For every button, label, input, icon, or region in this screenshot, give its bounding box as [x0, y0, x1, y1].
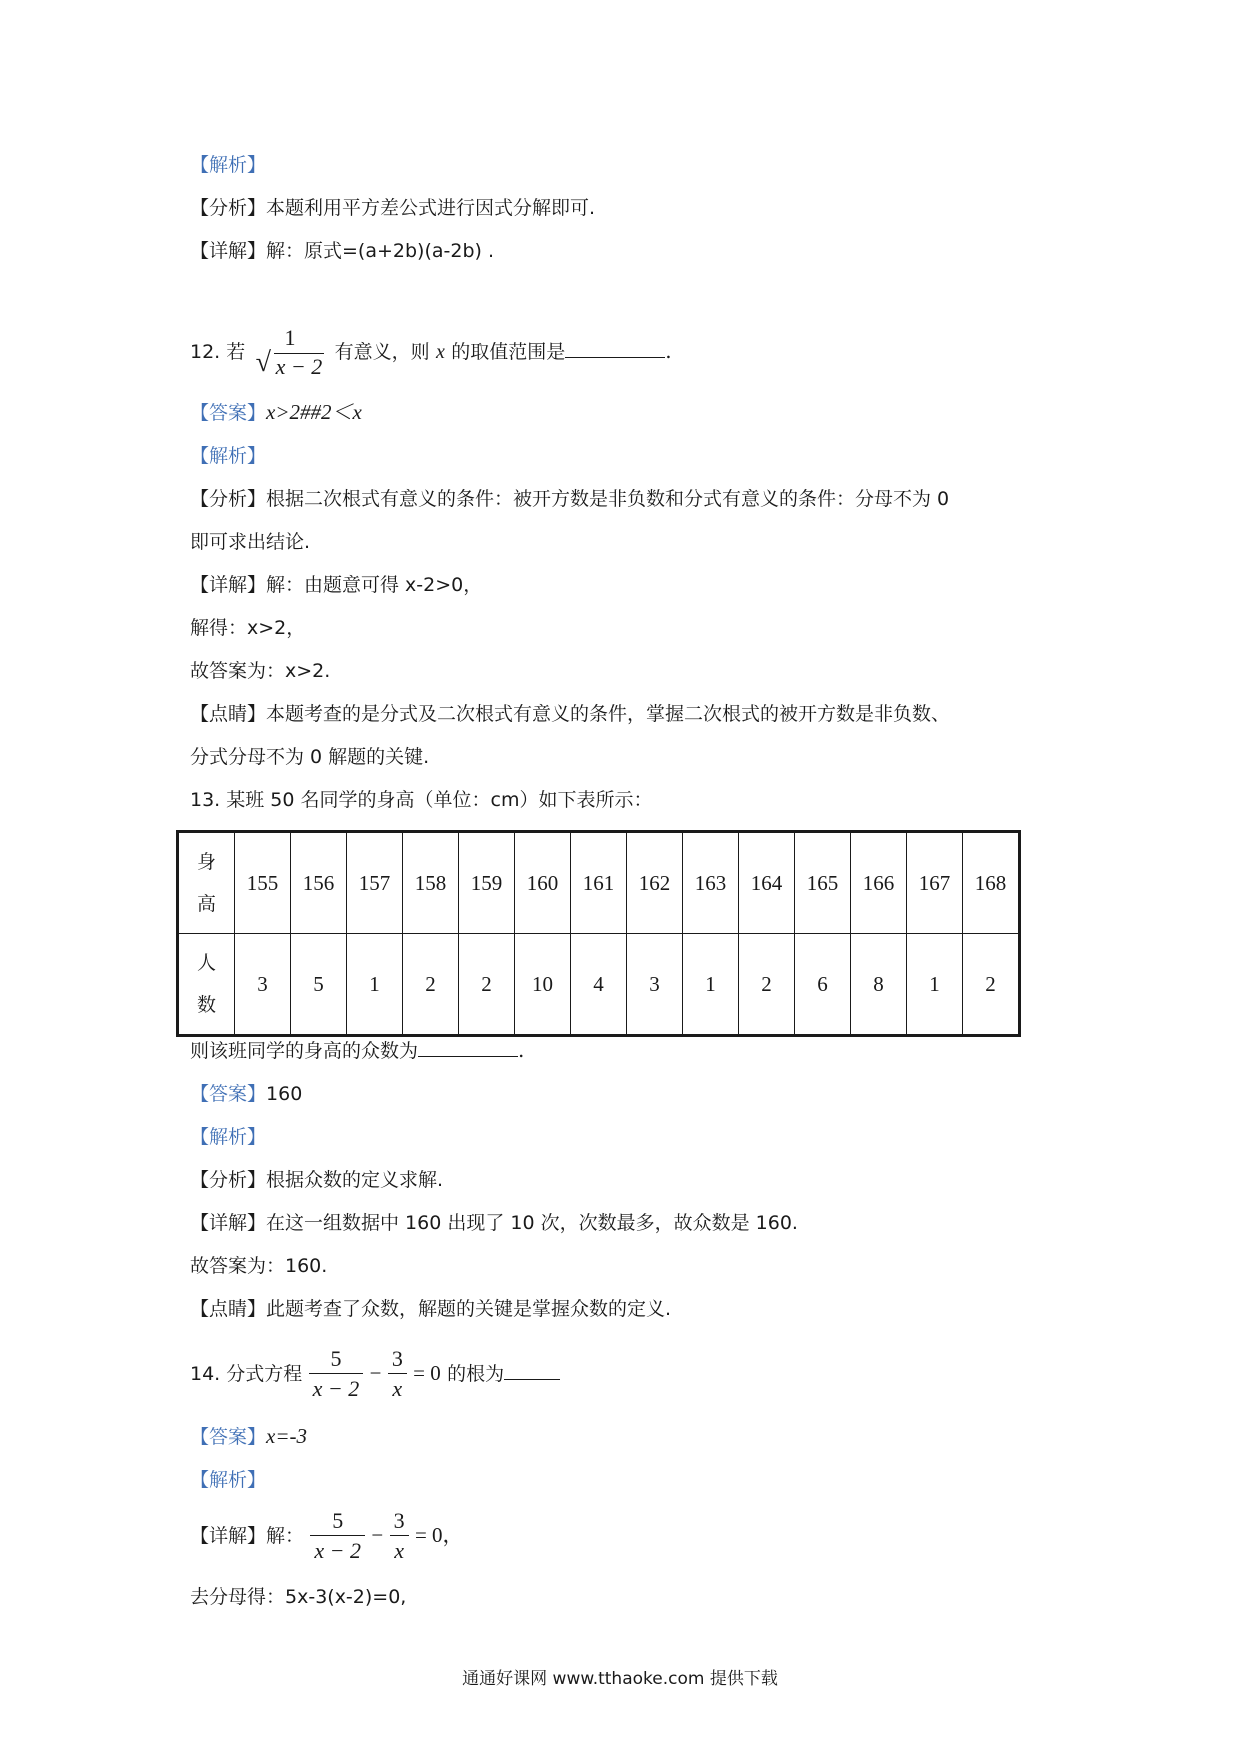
question-number: 12. 若 — [190, 341, 246, 363]
q13-jiexi-line — [190, 1122, 266, 1151]
table-cell: 161 — [571, 832, 627, 934]
q13-xiangjie-line — [190, 1208, 798, 1237]
table-cell: 8 — [851, 934, 907, 1036]
q13-after — [190, 1036, 524, 1065]
section-tag: 【分析】 — [190, 197, 267, 219]
stem-text: 则该班同学的身高的众数为 — [190, 1040, 419, 1062]
section-tag: 【答案】 — [190, 402, 267, 424]
xiangjie-text: 解：原式=(a+2b)(a-2b) . — [266, 240, 495, 262]
section-tag: 【详解】 — [190, 1525, 267, 1547]
table-header-cell — [178, 934, 235, 1036]
q14-qufenmu-line — [190, 1582, 406, 1611]
table-cell: 1 — [683, 934, 739, 1036]
table-cell: 157 — [347, 832, 403, 934]
q11-fenxi-line — [190, 193, 595, 222]
q11-xiangjie-line — [190, 236, 494, 265]
stem-text: 有意义，则 — [334, 341, 430, 363]
q13-fenxi-line — [190, 1165, 443, 1194]
q14-xiangjie-line — [190, 1502, 464, 1569]
minus-sign: − — [371, 1523, 384, 1547]
fenxi-text: 根据二次根式有意义的条件：被开方数是非负数和分式有意义的条件：分母不为 0 — [266, 488, 950, 510]
fraction-numerator: 5 — [330, 1346, 342, 1371]
sqrt — [255, 346, 325, 382]
section-tag: 【解析】 — [190, 1469, 267, 1491]
answer-text: x>2##2＜x — [266, 400, 362, 424]
xiangjie-text: 解： — [266, 1525, 305, 1547]
q13-dianjing-line — [190, 1294, 671, 1323]
table-cell: 6 — [795, 934, 851, 1036]
question-number: 14. 分式方程 — [190, 1363, 303, 1385]
section-tag: 【分析】 — [190, 488, 267, 510]
fraction-numerator: 5 — [332, 1508, 344, 1533]
table-cell: 167 — [907, 832, 963, 934]
header-label: 身高 — [196, 851, 216, 915]
table-cell: 159 — [459, 832, 515, 934]
fraction-denominator: x — [388, 1373, 407, 1404]
q12-fenxi-line2 — [190, 527, 310, 556]
q12-fenxi-line — [190, 484, 949, 513]
section-tag: 【点睛】 — [190, 703, 267, 725]
table-cell: 155 — [235, 832, 291, 934]
xiangjie-text: 在这一组数据中 160 出现了 10 次，次数最多，故众数是 160. — [266, 1212, 798, 1234]
page-footer: 通通好课网 www.tthaoke.com 提供下载 — [462, 1669, 778, 1689]
section-tag: 【分析】 — [190, 1169, 267, 1191]
table-header-cell — [178, 832, 235, 934]
q12-xiangjie-line — [190, 570, 482, 599]
table-cell: 2 — [403, 934, 459, 1036]
q12-dianjing-line — [190, 699, 950, 728]
dianjing-text: 分式分母不为 0 解题的关键. — [190, 746, 430, 768]
table-cell: 156 — [291, 832, 347, 934]
table-cell: 10 — [515, 934, 571, 1036]
height-table — [176, 830, 1021, 1037]
table-cell: 3 — [627, 934, 683, 1036]
table-cell: 1 — [907, 934, 963, 1036]
table-cell: 5 — [291, 934, 347, 1036]
section-tag: 【详解】 — [190, 574, 267, 596]
fraction-denominator: x — [390, 1535, 409, 1566]
solution-text: 去分母得：5x-3(x-2)=0, — [190, 1586, 407, 1608]
fraction-numerator: 3 — [393, 1508, 405, 1533]
stem-text: 的取值范围是 — [451, 341, 566, 363]
section-tag: 【解析】 — [190, 1126, 267, 1148]
q12-daan-line — [190, 398, 362, 427]
table-cell: 166 — [851, 832, 907, 934]
table-cell: 164 — [739, 832, 795, 934]
q13-stem — [190, 785, 652, 814]
table-cell: 168 — [963, 832, 1020, 934]
fenxi-text: 根据众数的定义求解. — [266, 1169, 444, 1191]
section-tag: 【解析】 — [190, 445, 267, 467]
q12-jiede-line — [190, 613, 305, 642]
answer-text: 160 — [266, 1083, 303, 1105]
section-tag: 【答案】 — [190, 1083, 267, 1105]
q14-daan-line — [190, 1422, 307, 1451]
table-cell: 3 — [235, 934, 291, 1036]
fraction — [252, 324, 329, 382]
solution-text: 故答案为：x>2. — [190, 660, 331, 682]
stem-end: . — [518, 1038, 525, 1062]
header-label: 人数 — [196, 952, 216, 1016]
fenxi-text: 本题利用平方差公式进行因式分解即可. — [266, 197, 596, 219]
answer-blank — [418, 1038, 518, 1057]
equals-zero: = 0 — [413, 1361, 441, 1385]
q14-stem — [190, 1340, 560, 1407]
fenxi-text: 即可求出结论. — [190, 531, 311, 553]
table-cell: 1 — [347, 934, 403, 1036]
dianjing-text: 本题考查的是分式及二次根式有意义的条件，掌握二次根式的被开方数是非负数、 — [266, 703, 951, 725]
minus-sign: − — [369, 1361, 382, 1385]
answer-blank — [504, 1361, 560, 1380]
table-cell: 163 — [683, 832, 739, 934]
q11-jiexi-line — [190, 150, 266, 179]
dianjing-text: 此题考查了众数，解题的关键是掌握众数的定义. — [266, 1298, 672, 1320]
fraction-denominator — [252, 346, 329, 382]
fraction — [309, 1345, 364, 1404]
q12-stem — [190, 318, 672, 385]
variable: x — [435, 341, 445, 363]
fraction — [310, 1507, 365, 1566]
xiangjie-text: 解：由题意可得 x-2>0， — [266, 574, 483, 596]
section-tag: 【详解】 — [190, 1212, 267, 1234]
table-cell: 4 — [571, 934, 627, 1036]
q12-gu-line — [190, 656, 330, 685]
table-cell: 162 — [627, 832, 683, 934]
table-row — [178, 934, 1020, 1036]
table-cell: 160 — [515, 832, 571, 934]
q13-daan-line — [190, 1079, 302, 1108]
q14-jiexi-line — [190, 1465, 266, 1494]
table-cell: 2 — [739, 934, 795, 1036]
q12-dianjing-line2 — [190, 742, 429, 771]
q12-jiexi-line — [190, 441, 266, 470]
section-tag: 【详解】 — [190, 240, 267, 262]
solution-text: 故答案为：160. — [190, 1255, 328, 1277]
fraction — [388, 1345, 407, 1404]
table-cell: 158 — [403, 832, 459, 934]
fraction-denominator: x − 2 — [309, 1373, 364, 1404]
radicand: x − 2 — [275, 353, 323, 379]
sqrt-icon: √ — [255, 346, 271, 378]
table-cell: 2 — [963, 934, 1020, 1036]
stem-text: 的根为 — [447, 1363, 505, 1385]
fraction-denominator: x − 2 — [310, 1535, 365, 1566]
stem-end: . — [665, 339, 672, 363]
answer-text: x=-3 — [266, 1424, 308, 1448]
table-cell: 2 — [459, 934, 515, 1036]
stem-text: 13. 某班 50 名同学的身高（单位：cm）如下表所示： — [190, 789, 653, 811]
fraction-numerator: 1 — [284, 324, 296, 350]
section-tag: 【解析】 — [190, 154, 267, 176]
section-tag: 【答案】 — [190, 1426, 267, 1448]
fraction — [390, 1507, 409, 1566]
q13-gu-line — [190, 1251, 327, 1280]
equals-zero: = 0， — [414, 1523, 464, 1547]
solution-text: 解得：x>2， — [190, 617, 306, 639]
section-tag: 【点睛】 — [190, 1298, 267, 1320]
table-row — [178, 832, 1020, 934]
answer-blank — [565, 339, 665, 358]
table-cell: 165 — [795, 832, 851, 934]
fraction-numerator: 3 — [391, 1346, 403, 1371]
